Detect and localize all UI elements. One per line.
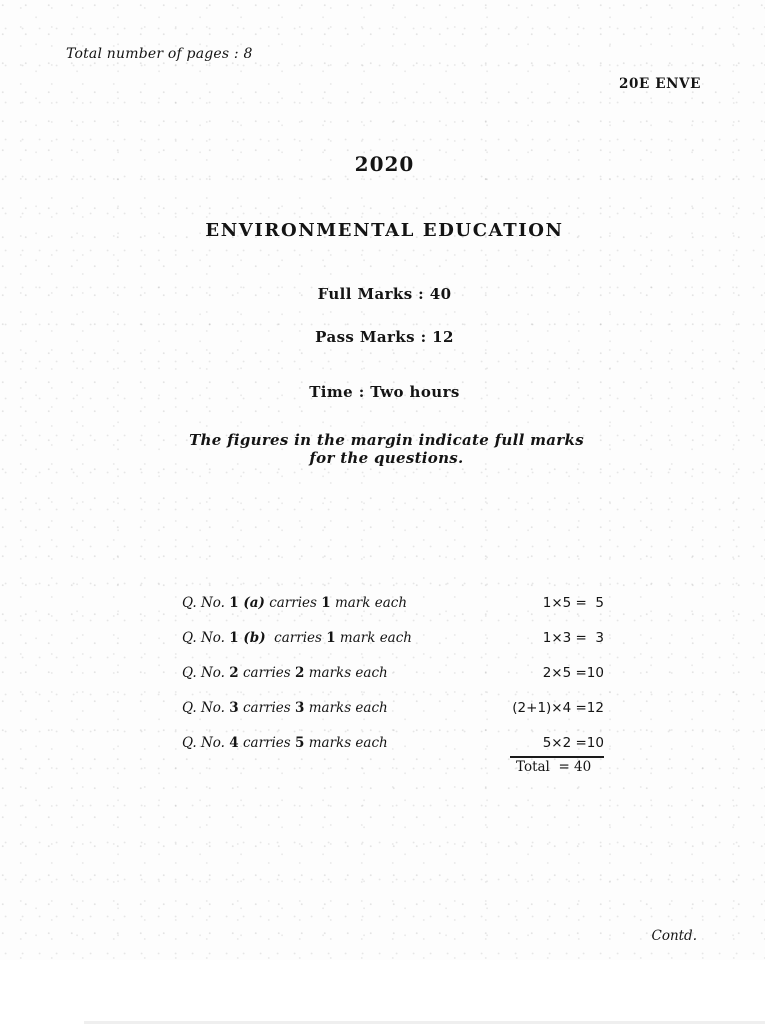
marks-row-label: Q. No. 4 carries 5 marks each [182,735,388,751]
exam-time: Time : Two hours [309,383,460,401]
marks-row-calc: (2+1)×4 =12 [512,700,604,716]
subject-title: ENVIRONMENTAL EDUCATION [205,220,564,241]
total-divider [510,756,604,758]
marks-row-calc: 5×2 =10 [542,735,604,751]
paper-code: 20E ENVE [619,76,701,92]
continued-note: Contd. [651,928,697,944]
marks-total: Total = 40 [516,759,592,775]
total-pages-note: Total number of pages : 8 [66,46,253,62]
marks-row-label: Q. No. 2 carries 2 marks each [182,665,388,681]
marks-row-label: Q. No. 3 carries 3 marks each [182,700,388,716]
pass-marks: Pass Marks : 12 [315,328,454,346]
marks-row-label: Q. No. 1 (a) carries 1 mark each [182,595,408,611]
instruction-line-1: The figures in the margin indicate full marks [189,431,584,449]
exam-year: 2020 [354,152,415,176]
marks-row-calc: 2×5 =10 [542,665,604,681]
marks-row-calc: 1×3 = 3 [542,630,604,646]
instruction-text [4,431,765,467]
marks-row-calc: 1×5 = 5 [542,595,604,611]
marks-row-label: Q. No. 1 (b) carries 1 mark each [182,630,412,646]
full-marks: Full Marks : 40 [317,285,452,303]
instruction-line-2: for the questions. [309,449,464,467]
